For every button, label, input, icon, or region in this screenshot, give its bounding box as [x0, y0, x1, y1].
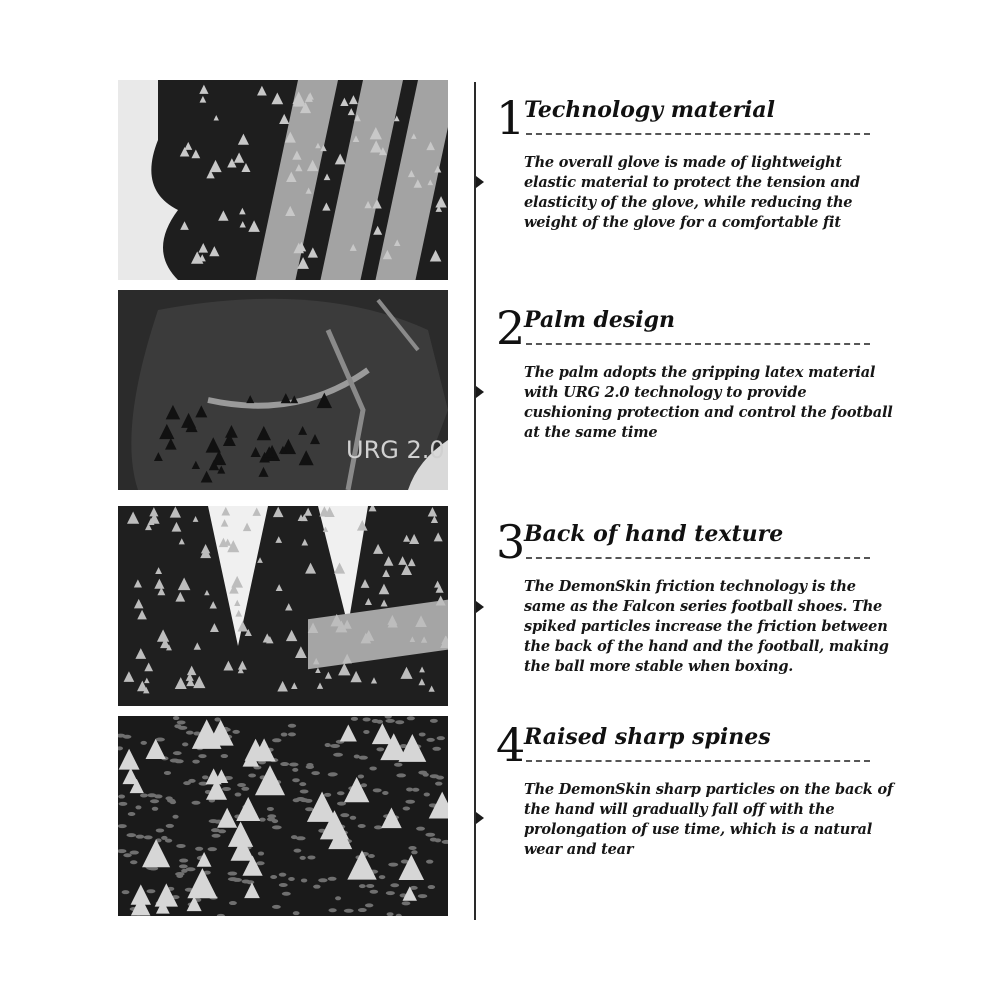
dashed-rule: [526, 760, 870, 762]
pointer-arrow-3: [476, 601, 484, 613]
pointer-arrow-4: [476, 812, 484, 824]
section-number: 4: [496, 718, 526, 772]
section-title: Palm design: [524, 307, 676, 333]
photo-palm-design: [118, 290, 448, 490]
vertical-divider: [474, 82, 476, 920]
section-number: 2: [496, 301, 526, 355]
section-number: 3: [496, 515, 526, 569]
section-number: 1: [496, 91, 526, 145]
dashed-rule: [526, 133, 870, 135]
dashed-rule: [526, 557, 870, 559]
photo-back-of-hand: [118, 506, 448, 706]
glove-palm-latex-icon: [118, 290, 448, 490]
section-body: The DemonSkin sharp particles on the back of the hand will gradually fall off with the prolongation of use time, which is a natural wear and tear: [524, 781, 894, 858]
dashed-rule: [526, 343, 870, 345]
glove-back-spikes-icon: [118, 506, 448, 706]
pointer-arrow-1: [476, 176, 484, 188]
section-title: Back of hand texture: [524, 521, 784, 547]
section-title: Raised sharp spines: [524, 724, 771, 750]
section-body: The DemonSkin friction technology is the same as the Falcon series football shoes. The spiked particles increase the friction between the back of the hand and the football, making the ball more stable when boxing.: [524, 578, 889, 675]
urg-label: URG 2.0: [346, 436, 445, 464]
section-title: Technology material: [524, 97, 776, 123]
section-body: The palm adopts the gripping latex material with URG 2.0 technology to provide cushioning protection and control the football at the same time: [524, 364, 893, 441]
glove-spines-closeup-icon: [118, 716, 448, 916]
pointer-arrow-2: [476, 386, 484, 398]
photo-raised-spines: [118, 716, 448, 916]
photo-technology-material: [118, 80, 448, 280]
glove-fabric-stripes-icon: [118, 80, 448, 280]
section-body: The overall glove is made of lightweight elastic material to protect the tension and elasticity of the glove, while reducing the weight of the glove for a comfortable fit: [524, 154, 860, 231]
